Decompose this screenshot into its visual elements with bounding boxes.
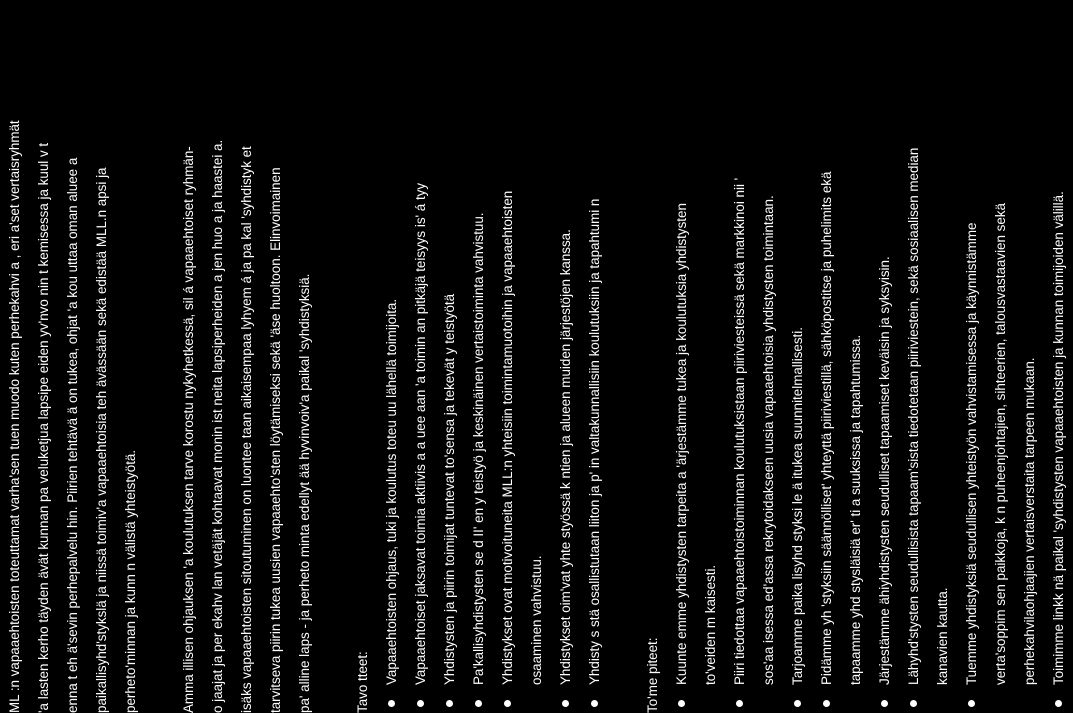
- intro-paragraph: [0, 0, 145, 713]
- list-item-text: Yhdisty s stä osallistutaan liiton ja p' in valtakunnallisiin koulutuksiin ja tapahtumi n: [587, 198, 602, 685]
- list-item-text: Tuemme yhdistyksiä seudullisen yhteistyön vahvistamisessa ja käynnistämme: [964, 222, 979, 685]
- paragraph-line: 'a lasten kerho täyden ävät kunnan pa veluketjua lapsipe eiden yv'nvo nin t kemisessa ja kuul v t: [36, 142, 51, 713]
- list-item-text: Vapaaehtoisten ohjaus, tuki ja koulutus toteu uu lähellä toimijoita.: [384, 298, 399, 685]
- action-item: [1044, 0, 1073, 713]
- action-item: [812, 0, 870, 713]
- goal-item: [580, 0, 609, 713]
- list-item-text: Pa'kallisyhdistysten se d II' en y teistyö ja keskinäinen vertaistoiminta vahvistuu.: [471, 212, 486, 685]
- action-item: [725, 0, 783, 713]
- action-item: [870, 0, 899, 713]
- bullet-icon: [562, 700, 569, 707]
- list-item-text: Kuunte emme yhdistysten tarpeita a 'ärjestämme tukea ja koulutuksia yhdistysten: [674, 203, 689, 685]
- list-item-text: Pidämme yh 'styksiin säännölliset' yhteyttä piiriviestillä, sähköpostitse ja puhelimits ekä: [819, 171, 834, 685]
- action-item: [667, 0, 725, 713]
- guidance-paragraph: [174, 0, 319, 713]
- bullet-icon: [910, 700, 917, 707]
- paragraph-line: Amma illisen ohjauksen 'a koulutuksen tarve korostu nykyhetkessä, sil á vapaaehtoiset ryhmän-: [181, 146, 196, 713]
- list-item-text: Yhdistykset oim'vat yhte styössä k ntien ja alueen muiden järjestöjen kanssa.: [558, 229, 573, 685]
- paragraph-line: tarvitseva piirin tukea uusien vapaaehto'sten löytämiseksi sekä 'äse huoltoon. Elinvoimainen: [268, 167, 283, 713]
- bullet-icon: [794, 700, 801, 707]
- bullet-icon: [417, 700, 424, 707]
- bullet-icon: [388, 700, 395, 707]
- action-item: [957, 0, 1044, 713]
- paragraph-gap: [319, 0, 348, 713]
- list-item-text: Yhdistykset ovat motivoituneita MLL:n yhteisiin toimintamuotoihin ja vapaaehtoisten: [500, 190, 515, 685]
- goal-item: [493, 0, 551, 713]
- bullet-icon: [968, 700, 975, 707]
- paragraph-line: pa' alline laps - ja perheto minta edellyt ää hyvinvoiv'a paikal 'syhdistyksiä.: [297, 273, 312, 713]
- bullet-icon: [881, 700, 888, 707]
- actions-list: [667, 0, 1073, 713]
- list-item-text: Yhdistysten ja piirin toimijat tuntevat to'sensa ja tekevät y teistyötä: [442, 293, 457, 685]
- list-item-text: osaaminen vahvistuu.: [529, 555, 544, 685]
- bullet-icon: [591, 700, 598, 707]
- bullet-icon: [475, 700, 482, 707]
- goal-item: [435, 0, 464, 713]
- paragraph-line: o jaajat ja per ekahv lan vetäjät kohtaavat monin ist neita lapsiperheiden a jen huo a ja haastei a.: [210, 139, 225, 713]
- goal-item: [406, 0, 435, 713]
- list-item-text: Toimimme linkk nä paikal 'syhdistysten vapaaehtoisten ja kunnan toimijoiden välillä.: [1051, 191, 1066, 685]
- action-item: [899, 0, 957, 713]
- list-item-text: Lähyhd'stysten seudullisista tapaam'sista tiedotetaan piiriviestein, sekä sosiaalisen median: [906, 147, 921, 685]
- list-item-text: Järjestämme ähiyhdistysten seudulliset tapaamiset keväisin ja syksyisin.: [877, 256, 892, 685]
- list-item-text: to'veiden m kaisesti.: [703, 564, 718, 685]
- goal-item: [551, 0, 580, 713]
- bullet-icon: [446, 700, 453, 707]
- list-item-text: Vapaaehtoiset jaksavat toimia aktiivis a a uee aan 'a toimin an pitkäjä teisyys is' á tyy: [413, 182, 428, 685]
- goals-heading: Tavo tteet:: [355, 651, 370, 713]
- paragraph-gap: [609, 0, 638, 713]
- goal-item: [464, 0, 493, 713]
- bullet-icon: [678, 700, 685, 707]
- list-item-text: perhekahvilaohjaajien vertaisverstaita tarpeen mukaan.: [1022, 357, 1037, 685]
- paragraph-gap: [145, 0, 174, 713]
- list-item-text: Tarjoamme paika lisyhd styksi le ä itukea suunnitelmallisesti.: [790, 327, 805, 685]
- bullet-icon: [504, 700, 511, 707]
- goals-list: [377, 0, 609, 713]
- action-item: [783, 0, 812, 713]
- list-item-text: tapaamme yhd stysläisiä er' ti a suuksissa ja tapahtumissa.: [848, 334, 863, 685]
- paragraph-line: enna t eh ä'sevin perhepalvelu hin. Piirien tehtävä ä on tukea, ohjat 'a kou uttaa oman aluee a: [65, 157, 80, 713]
- bullet-icon: [736, 700, 743, 707]
- bullet-icon: [823, 700, 830, 707]
- list-item-text: verta'soppim sen paikkoja, k n puheenjohtajien, sihteerien, talousvastaavien sekä: [993, 203, 1008, 685]
- actions-heading: To'me piteet:: [645, 637, 660, 713]
- list-item-text: kanavien kautta.: [935, 587, 950, 685]
- list-item-text: Piiri tiedottaa vapaaehtoistoiminnan koulutuksistaan piiriviesteissä sekä markkinoi nii ': [732, 177, 747, 685]
- paragraph-line: perheto'minnan ja kunn n välistä yhteistyötä.: [123, 449, 138, 713]
- paragraph-line: ML :n vapaaehtoisten toteuttamat varha'sen tuen muodo kuten perhekahvi a , eri a'set vertaisryhmät: [7, 120, 22, 713]
- paragraph-line: isäks vapaaehtoisten sitoutuminen on luontee taan aikaisempaa lyhyem á ja pa kal 'syhdistyk et: [239, 146, 254, 713]
- list-item-text: sos'aa isessa ed'assa rekrytoidakseen uusia vapaaehtoisia yhdistysten toimintaan.: [761, 195, 776, 685]
- bullet-icon: [1055, 700, 1062, 707]
- goal-item: [377, 0, 406, 713]
- paragraph-line: paikallisyhd'stykslä ja niissä toimiv'a vapaaehtoisia teh ävässään sekä edistää MLL.n apsi ja: [94, 167, 109, 713]
